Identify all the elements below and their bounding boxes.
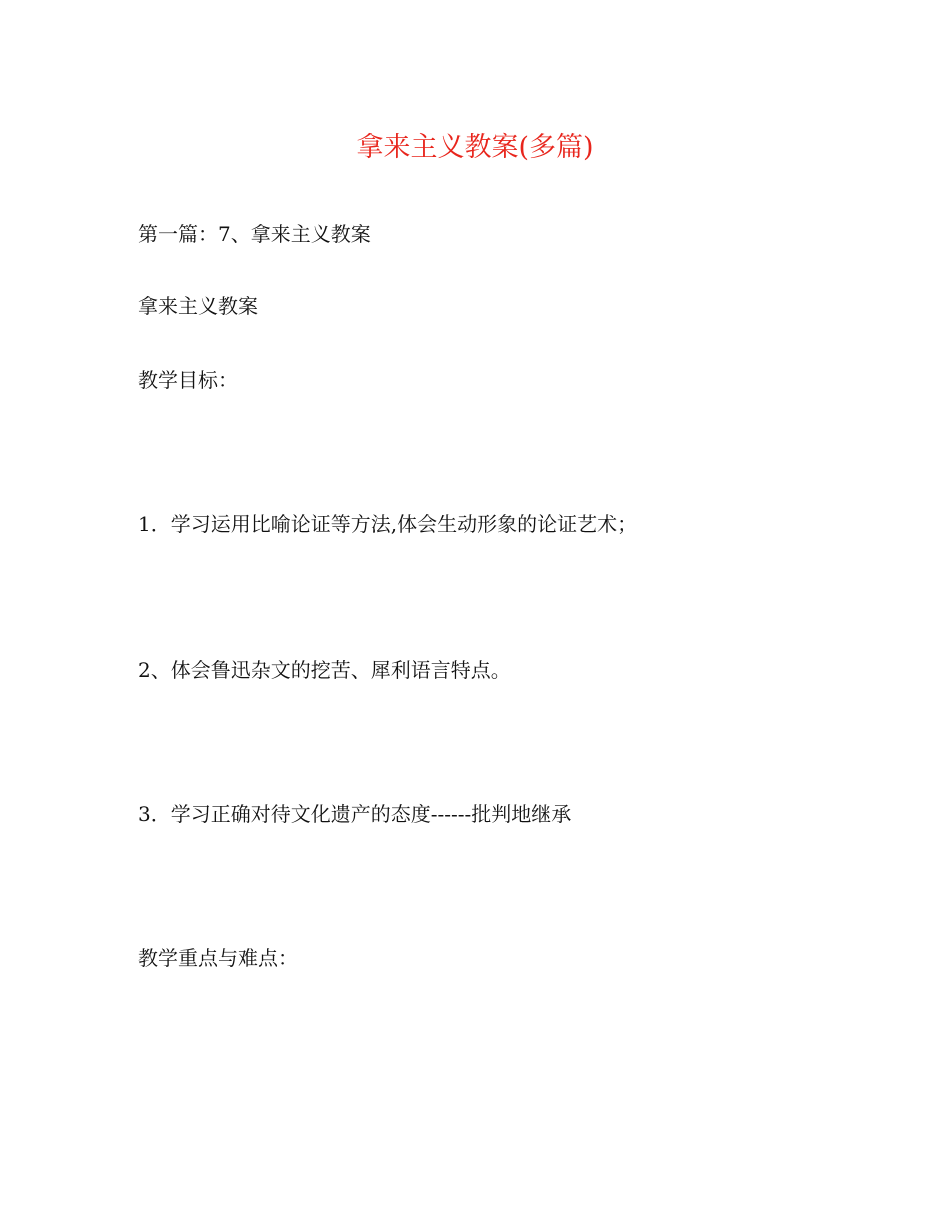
- objective-item-1: 1．学习运用比喻论证等方法,体会生动形象的论证艺术；: [138, 512, 638, 536]
- lesson-plan-heading: 拿来主义教案: [138, 294, 258, 318]
- key-points-heading: 教学重点与难点：: [138, 946, 298, 970]
- objective-item-3: 3．学习正确对待文化遗产的态度------批判地继承: [138, 802, 572, 826]
- document-title: 拿来主义教案(多篇): [356, 132, 594, 163]
- objective-item-2: 2、体会鲁迅杂文的挖苦、犀利语言特点。: [138, 658, 511, 682]
- section-heading-first-part: 第一篇：7、拿来主义教案: [138, 222, 371, 246]
- teaching-objectives-heading: 教学目标：: [138, 368, 238, 392]
